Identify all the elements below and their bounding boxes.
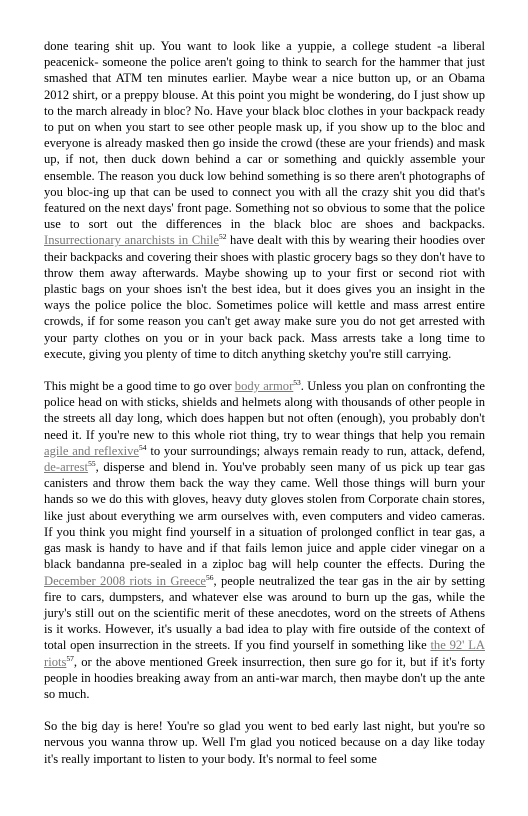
footnote-marker-55: 55 bbox=[88, 458, 96, 468]
paragraph-text: , people neutralized the tear gas in the air by setting fire to cars, dumpsters, and whatever else was around to burn up the gas, while the jury's still out on the scientific merit of these anecdotes, word on the streets of Athens is it works. However, it's usually a bad idea to play with fire outside of the context of total open insurrection in the streets. If you find yourself in something like bbox=[44, 573, 485, 653]
paragraph-2 bbox=[44, 378, 485, 702]
link-body-armor[interactable]: body armor bbox=[234, 379, 294, 394]
paragraph-text: , or the above mentioned Greek insurrection, then sure go for it, but if it's forty people in hoodies breaking away from an anti-war march, then maybe don't up the ante so much. bbox=[44, 654, 485, 701]
document-page bbox=[44, 38, 485, 767]
footnote-marker-53: 53 bbox=[293, 377, 301, 387]
footnote-marker-57: 57 bbox=[66, 653, 74, 663]
footnote-marker-52: 52 bbox=[219, 232, 227, 242]
footnote-marker-56: 56 bbox=[206, 572, 214, 582]
paragraph-text: , disperse and blend in. You've probably seen many of us pick up tear gas canisters and throw them back the way they came. Well those things will burn your hands so we do this with gloves, heavy duty gloves stolen from Corporate chain stores, like just about everything we arm ourselves with, even computers and video cameras. If you think you might find yourself in a situation of prolonged conflict in tear gas, a gas mask is handy to have and if that fails lemon juice and apple cider vinegar on a black bandanna pre-sealed in a ziploc bag will help counter the effects. During the bbox=[44, 460, 485, 572]
footnote-marker-54: 54 bbox=[139, 442, 147, 452]
paragraph-3 bbox=[44, 718, 485, 767]
paragraph-text: This might be a good time to go over bbox=[44, 379, 235, 394]
link-de-arrest[interactable]: de-arrest bbox=[44, 460, 89, 475]
paragraph-text: done tearing shit up. You want to look like a yuppie, a college student -a liberal peacenick- someone the police aren't going to think to search for the hammer that just smashed that ATM ten minutes earlier. Maybe wear a nice button up, or an Obama 2012 shirt, or a preppy blouse. At this point you might be wondering, do I just show up to the march already in bloc? No. Have your black bloc clothes in your backpack ready to put on when you start to see other people mask up, if you show up to the bloc and everyone is already masked then go inside the crowd (these are your friends) and mask up, if not, then duck down behind a car or something and quickly assemble your ensemble. The reason you duck low behind something is so there aren't photographs of you bloc-ing up that can be used to connect you with all the crazy shit you did that's featured on the next days' front page. Something not so obvious to some that the police use to sort out the differences in the black bloc are shoes and backpacks. bbox=[44, 39, 485, 232]
paragraph-text: So the big day is here! You're so glad you went to bed early last night, but you're so nervous you wanna throw up. Well I'm glad you noticed because on a day like today it's really important to listen to your body. It's normal to feel some bbox=[44, 719, 485, 766]
paragraph-text: have dealt with this by wearing their hoodies over their backpacks and covering their shoes with plastic grocery bags so they don't have to throw them away afterwards. Maybe showing up to your first or second riot with plastic bags on your shoes isn't the best idea, but it does gives you an insight in the ways the police police the bloc. Sometimes police will kettle and mass arrest entire crowds, if for some reason you can't get away make sure you do not get arrested with your party clothes on you or in your back pack. Mass arrests take a long time to execute, giving you plenty of time to ditch anything sketchy you're still carrying. bbox=[44, 233, 485, 361]
paragraph-text: to your surroundings; always remain ready to run, attack, defend, bbox=[146, 443, 486, 458]
paragraph-text: . Unless you plan on confronting the police head on with sticks, shields and helmets along with thousands of other people in the streets all day long, which does happen but not often (enough), you probably don't need it. If you're new to this whole riot thing, try to wear things that help you remain bbox=[44, 379, 485, 442]
paragraph-1 bbox=[44, 38, 485, 362]
link-december-2008-riots-greece[interactable]: December 2008 riots in Greece bbox=[44, 573, 207, 588]
link-agile-and-reflexive[interactable]: agile and reflexive bbox=[44, 443, 140, 458]
link-92-la-riots[interactable]: the 92' LA riots bbox=[44, 638, 485, 669]
link-insurrectionary-anarchists-chile[interactable]: Insurrectionary anarchists in Chile bbox=[44, 233, 219, 248]
